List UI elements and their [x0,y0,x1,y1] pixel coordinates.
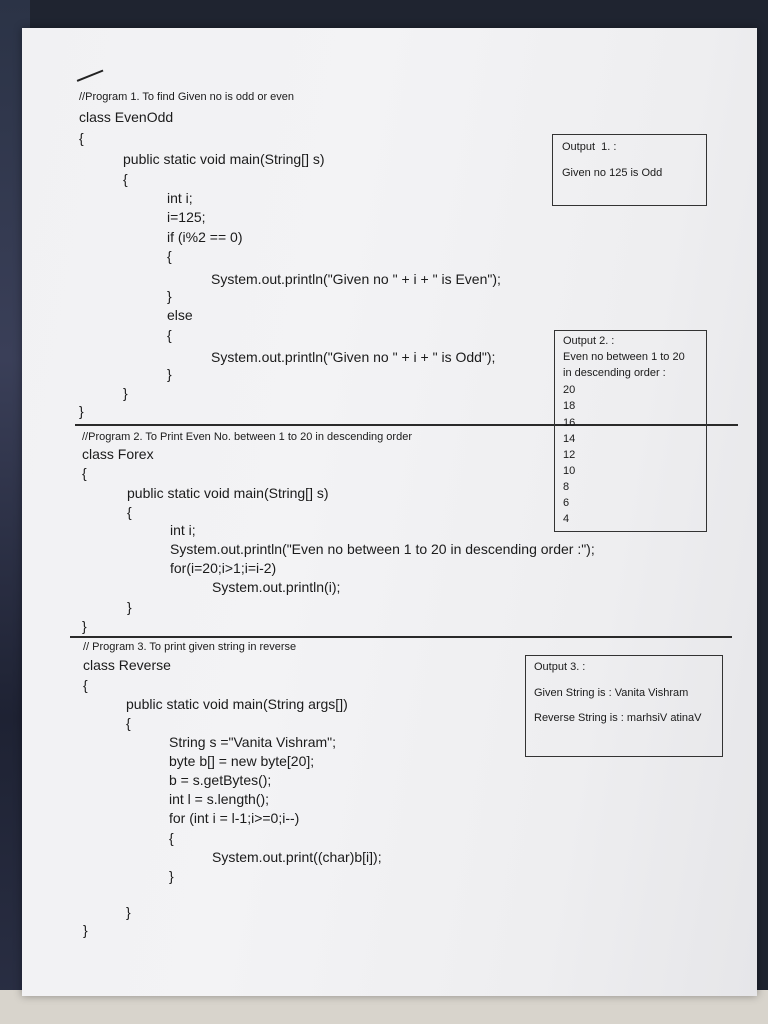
program1-code-line: } [79,403,84,419]
output2-value: 8 [563,481,570,493]
program3-code-line: b = s.getBytes(); [169,772,272,788]
program3-code-line: byte b[] = new byte[20]; [169,753,315,769]
output1-box [552,134,707,206]
program2-code-line: { [127,504,132,520]
program2-code-line: } [82,618,87,634]
output2-title: Output 2. : [563,335,615,347]
program1-code-line: } [167,288,172,304]
program1-code-line: if (i%2 == 0) [167,229,243,245]
program2-code-line: { [82,465,87,481]
output3-box [525,655,723,757]
program1-code-line: int i; [167,190,193,206]
program2-class-line: class Forex [82,446,154,462]
output2-value: 14 [563,433,576,445]
program1-comment: //Program 1. To find Given no is odd or even [79,91,295,103]
program3-code-line: { [83,677,88,693]
output2-value: 20 [563,384,576,396]
program1-code-line: { [167,248,172,264]
output3-title: Output 3. : [534,661,586,673]
program3-code-line: System.out.print((char)b[i]); [212,849,382,865]
output3-line: Reverse String is : marhsiV atinaV [534,712,702,724]
program2-code-line: public static void main(String[] s) [127,485,329,501]
program1-code-line: { [167,327,172,343]
program1-class-line: class EvenOdd [79,109,174,125]
program3-code-line: { [169,830,174,846]
program3-code-line: String s ="Vanita Vishram"; [169,734,336,750]
program3-code-line: } [169,868,174,884]
program3-code-line: public static void main(String args[]) [126,696,348,712]
output2-line: in descending order : [563,367,666,379]
program3-code-line: int l = s.length(); [169,791,269,807]
section-divider [70,636,732,638]
output1-text: Given no 125 is Odd [562,167,663,179]
pen-mark [77,70,104,82]
output3-line: Given String is : Vanita Vishram [534,687,689,699]
program3-code-line: { [126,715,131,731]
program1-code-line: else [167,307,193,323]
output2-box [554,330,707,532]
program2-code-line: System.out.println("Even no between 1 to 20 in descending order :"); [170,541,595,557]
program1-code-line: i=125; [167,209,206,225]
program2-code-line: } [127,599,132,615]
output2-value: 6 [563,497,570,509]
program1-code-line: } [123,385,128,401]
output1-title: Output 1. : [562,141,617,153]
program3-class-line: class Reverse [83,657,171,673]
program1-code-line: { [79,130,84,146]
paper-sheet [22,28,757,996]
output2-value: 10 [563,465,576,477]
output2-line: Even no between 1 to 20 [563,351,685,363]
program2-code-line: for(i=20;i>1;i=i-2) [170,560,277,576]
program2-code-line: System.out.println(i); [212,579,341,595]
program1-code-line: } [167,366,172,382]
program1-code-line: System.out.println("Given no " + i + " is Odd"); [211,349,496,365]
program2-code-line: int i; [170,522,196,538]
output2-value: 18 [563,400,576,412]
program3-comment: // Program 3. To print given string in reverse [83,641,297,653]
program1-code-line: System.out.println("Given no " + i + " is Even"); [211,271,501,287]
program2-comment: //Program 2. To Print Even No. between 1 to 20 in descending order [82,431,412,443]
output2-value: 4 [563,513,570,525]
program3-code-line: } [126,904,131,920]
program3-code-line: for (int i = l-1;i>=0;i--) [169,810,300,826]
program1-code-line: public static void main(String[] s) [123,151,325,167]
program3-code-line: } [83,922,88,938]
program1-code-line: { [123,171,128,187]
output2-value: 12 [563,449,576,461]
output2-value: 16 [563,417,576,429]
